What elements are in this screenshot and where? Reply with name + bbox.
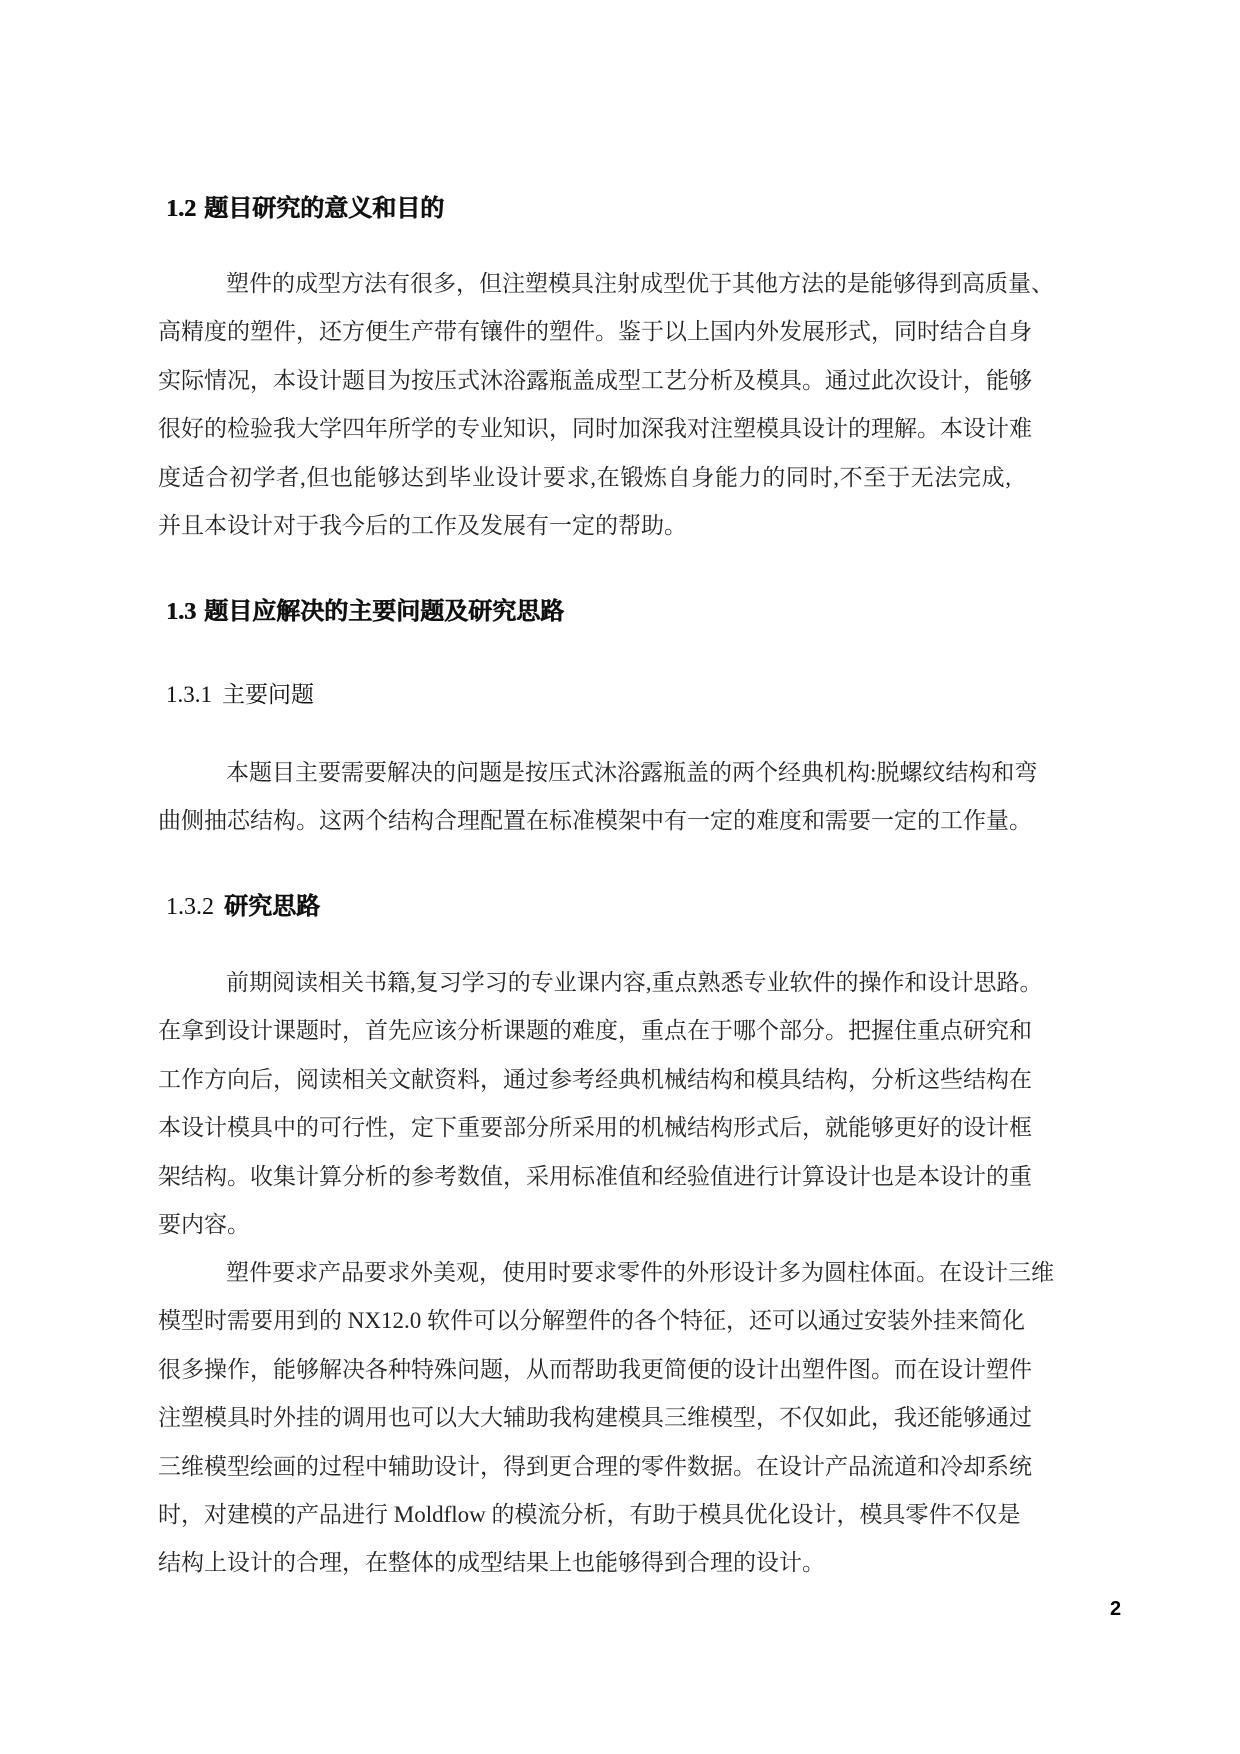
- section-heading-1-2: [166, 188, 444, 223]
- paragraph: [158, 959, 1043, 1249]
- heading-number: 1.3.1: [166, 682, 212, 707]
- page-number: 2: [1110, 1598, 1122, 1620]
- paragraph-line: 注塑模具时外挂的调用也可以大大辅助我构建模具三维模型，不仅如此，我还能够通过: [158, 1405, 1032, 1431]
- paragraph-line: 本设计模具中的可行性，定下重要部分所采用的机械结构形式后，就能够更好的设计框: [158, 1115, 1032, 1141]
- paragraph-line: 结构上设计的合理，在整体的成型结果上也能够得到合理的设计。: [158, 1550, 825, 1576]
- paragraph-line: 度适合初学者,但也能够达到毕业设计要求,在锻炼自身能力的同时,不至于无法完成,: [158, 464, 1011, 490]
- paragraph-line: 模型时需要用到的 NX12.0 软件可以分解塑件的各个特征，还可以通过安装外挂来简化: [158, 1308, 1025, 1334]
- paragraph-line: 要内容。: [158, 1211, 250, 1237]
- paragraph-line: 前期阅读相关书籍,复习学习的专业课内容,重点熟悉专业软件的操作和设计思路。: [226, 970, 1043, 995]
- paragraph-line: 三维模型绘画的过程中辅助设计，得到更合理的零件数据。在设计产品流道和冷却系统: [158, 1453, 1032, 1479]
- heading-number: 1.3.2: [166, 894, 214, 920]
- paragraph: [158, 1249, 1054, 1588]
- paragraph: [158, 260, 1054, 550]
- heading-number: 1.3: [166, 599, 196, 625]
- heading-title: 主要问题: [222, 682, 314, 707]
- paragraph-line: 本题目主要需要解决的问题是按压式沐浴露瓶盖的两个经典机构:脱螺纹结构和弯: [226, 760, 1038, 785]
- heading-title: 题目研究的意义和目的: [204, 195, 444, 222]
- heading-title: 题目应解决的主要问题及研究思路: [204, 598, 564, 625]
- paragraph-line: 在拿到设计课题时，首先应该分析课题的难度，重点在于哪个部分。把握住重点研究和: [158, 1018, 1032, 1044]
- subsection-heading-1-3-1: [166, 676, 314, 709]
- paragraph-line: 曲侧抽芯结构。这两个结构合理配置在标准模架中有一定的难度和需要一定的工作量。: [158, 808, 1032, 834]
- heading-number: 1.2: [166, 196, 196, 222]
- paragraph-line: 高精度的塑件，还方便生产带有镶件的塑件。鉴于以上国内外发展形式，同时结合自身: [158, 319, 1032, 345]
- paragraph-line: 很好的检验我大学四年所学的专业知识，同时加深我对注塑模具设计的理解。本设计难: [158, 416, 1032, 442]
- paragraph-line: 工作方向后，阅读相关文献资料，通过参考经典机械结构和模具结构，分析这些结构在: [158, 1066, 1032, 1092]
- paragraph-line: 塑件的成型方法有很多，但注塑模具注射成型优于其他方法的是能够得到高质量、: [226, 271, 1054, 296]
- section-heading-1-3: [166, 591, 564, 626]
- subsection-heading-1-3-2: [166, 886, 320, 921]
- paragraph: [158, 749, 1038, 846]
- paragraph-line: 塑件要求产品要求外美观，使用时要求零件的外形设计多为圆柱体面。在设计三维: [226, 1260, 1054, 1285]
- heading-title: 研究思路: [224, 893, 320, 920]
- paragraph-line: 架结构。收集计算分析的参考数值，采用标准值和经验值进行计算设计也是本设计的重: [158, 1163, 1032, 1189]
- paragraph-line: 实际情况，本设计题目为按压式沐浴露瓶盖成型工艺分析及模具。通过此次设计，能够: [158, 367, 1032, 393]
- paragraph-line: 并且本设计对于我今后的工作及发展有一定的帮助。: [158, 512, 687, 538]
- paragraph-line: 时，对建模的产品进行 Moldflow 的模流分析，有助于模具优化设计，模具零件不仅是: [158, 1501, 1021, 1527]
- paragraph-line: 很多操作，能够解决各种特殊问题，从而帮助我更简便的设计出塑件图。而在设计塑件: [158, 1356, 1032, 1382]
